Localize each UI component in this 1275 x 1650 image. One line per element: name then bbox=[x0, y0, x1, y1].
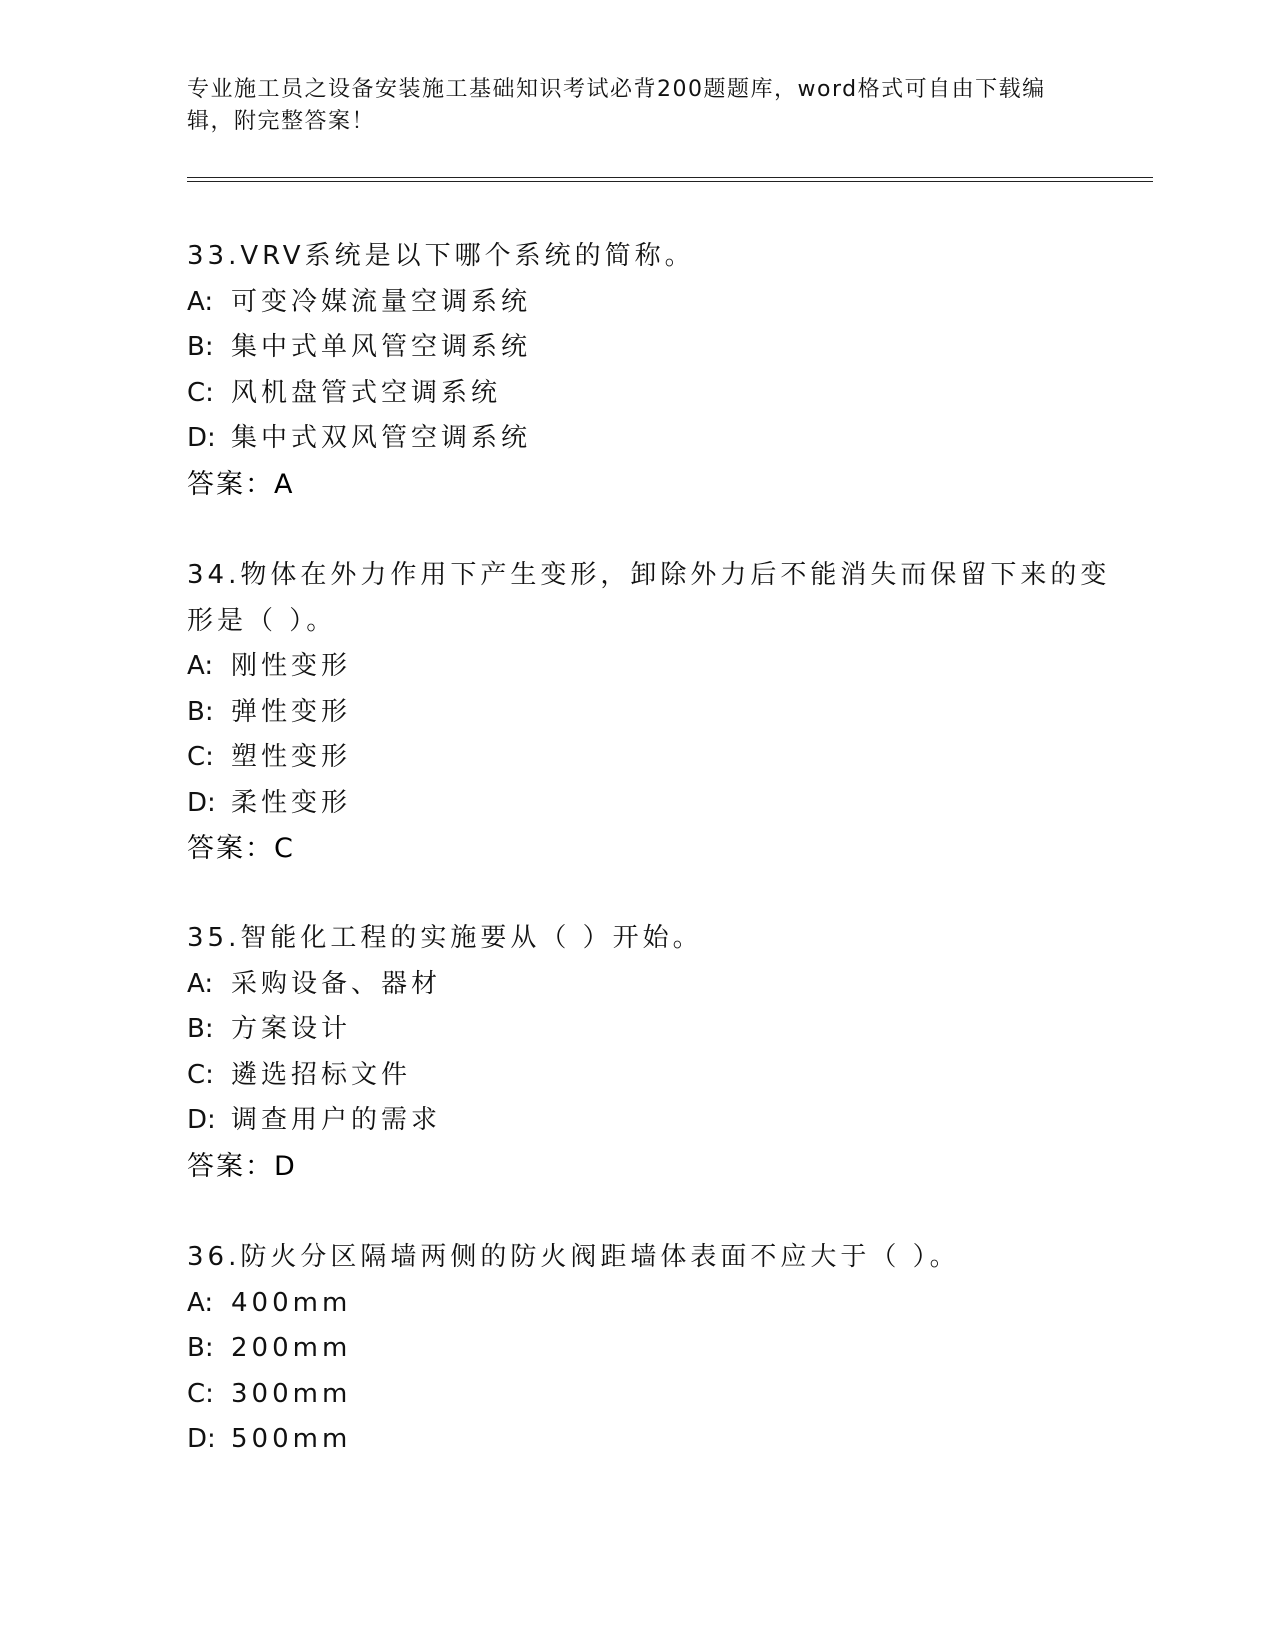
option-b bbox=[187, 1007, 1087, 1053]
answer-line: 答案：A bbox=[187, 468, 295, 500]
header-divider-bottom bbox=[187, 181, 1153, 182]
option-label: C: bbox=[187, 1378, 214, 1409]
header-divider-top bbox=[187, 177, 1153, 178]
option-text: 方案设计 bbox=[231, 1014, 352, 1044]
option-text: 集中式单风管空调系统 bbox=[231, 332, 532, 362]
option-text: 200mm bbox=[231, 1333, 352, 1363]
question-33 bbox=[187, 234, 1087, 507]
option-d bbox=[187, 1417, 1087, 1463]
option-text: 弹性变形 bbox=[231, 696, 352, 727]
option-text: 采购设备、器材 bbox=[231, 968, 442, 999]
option-text: 塑性变形 bbox=[231, 742, 352, 772]
option-text: 集中式双风管空调系统 bbox=[231, 423, 532, 453]
option-label: B: bbox=[187, 1333, 214, 1363]
option-a bbox=[187, 1281, 1087, 1327]
option-label: B: bbox=[187, 332, 214, 362]
question-36 bbox=[187, 1235, 1087, 1463]
question-stem: 33.VRV系统是以下哪个系统的简称。 bbox=[187, 241, 695, 271]
option-b bbox=[187, 1326, 1087, 1372]
option-label: A: bbox=[187, 968, 214, 999]
option-a bbox=[187, 962, 1087, 1008]
option-label: B: bbox=[187, 696, 214, 727]
option-text: 刚性变形 bbox=[231, 651, 352, 681]
option-text: 500mm bbox=[231, 1424, 352, 1454]
option-text: 风机盘管式空调系统 bbox=[231, 377, 502, 408]
option-d bbox=[187, 781, 1087, 827]
option-label: D: bbox=[187, 1105, 216, 1135]
option-c bbox=[187, 1053, 1087, 1099]
option-label: A: bbox=[187, 286, 214, 317]
option-label: D: bbox=[187, 1424, 216, 1454]
option-c bbox=[187, 371, 1087, 417]
question-stem: 34.物体在外力作用下产生变形，卸除外力后不能消失而保留下来的变 bbox=[187, 560, 1111, 590]
question-stem-continued: 形是（ ）。 bbox=[187, 605, 337, 636]
option-d bbox=[187, 1098, 1087, 1144]
option-text: 遴选招标文件 bbox=[231, 1059, 412, 1090]
option-label: D: bbox=[187, 423, 216, 453]
option-text: 调查用户的需求 bbox=[231, 1105, 442, 1135]
question-stem: 36.防火分区隔墙两侧的防火阀距墙体表面不应大于（ ）。 bbox=[187, 1242, 960, 1272]
option-d bbox=[187, 416, 1087, 462]
question-35 bbox=[187, 916, 1087, 1189]
document-header: 专业施工员之设备安装施工基础知识考试必背200题题库，word格式可自由下载编辑，附完整答案！ bbox=[187, 77, 1046, 134]
option-c bbox=[187, 735, 1087, 781]
option-text: 400mm bbox=[231, 1287, 352, 1318]
option-text: 300mm bbox=[231, 1378, 352, 1409]
option-label: C: bbox=[187, 742, 214, 772]
option-label: C: bbox=[187, 377, 214, 408]
option-label: D: bbox=[187, 787, 216, 818]
option-label: C: bbox=[187, 1059, 214, 1090]
option-text: 柔性变形 bbox=[231, 787, 352, 818]
option-c bbox=[187, 1372, 1087, 1418]
option-text: 可变冷媒流量空调系统 bbox=[231, 286, 532, 317]
answer-line: 答案：D bbox=[187, 1150, 297, 1182]
option-label: A: bbox=[187, 651, 214, 681]
option-label: B: bbox=[187, 1014, 214, 1044]
question-stem: 35.智能化工程的实施要从（ ）开始。 bbox=[187, 923, 703, 953]
option-b bbox=[187, 325, 1087, 371]
option-a bbox=[187, 280, 1087, 326]
question-34 bbox=[187, 553, 1111, 872]
option-label: A: bbox=[187, 1287, 214, 1318]
answer-line: 答案：C bbox=[187, 833, 295, 864]
option-b bbox=[187, 690, 1087, 736]
option-a bbox=[187, 644, 1087, 690]
